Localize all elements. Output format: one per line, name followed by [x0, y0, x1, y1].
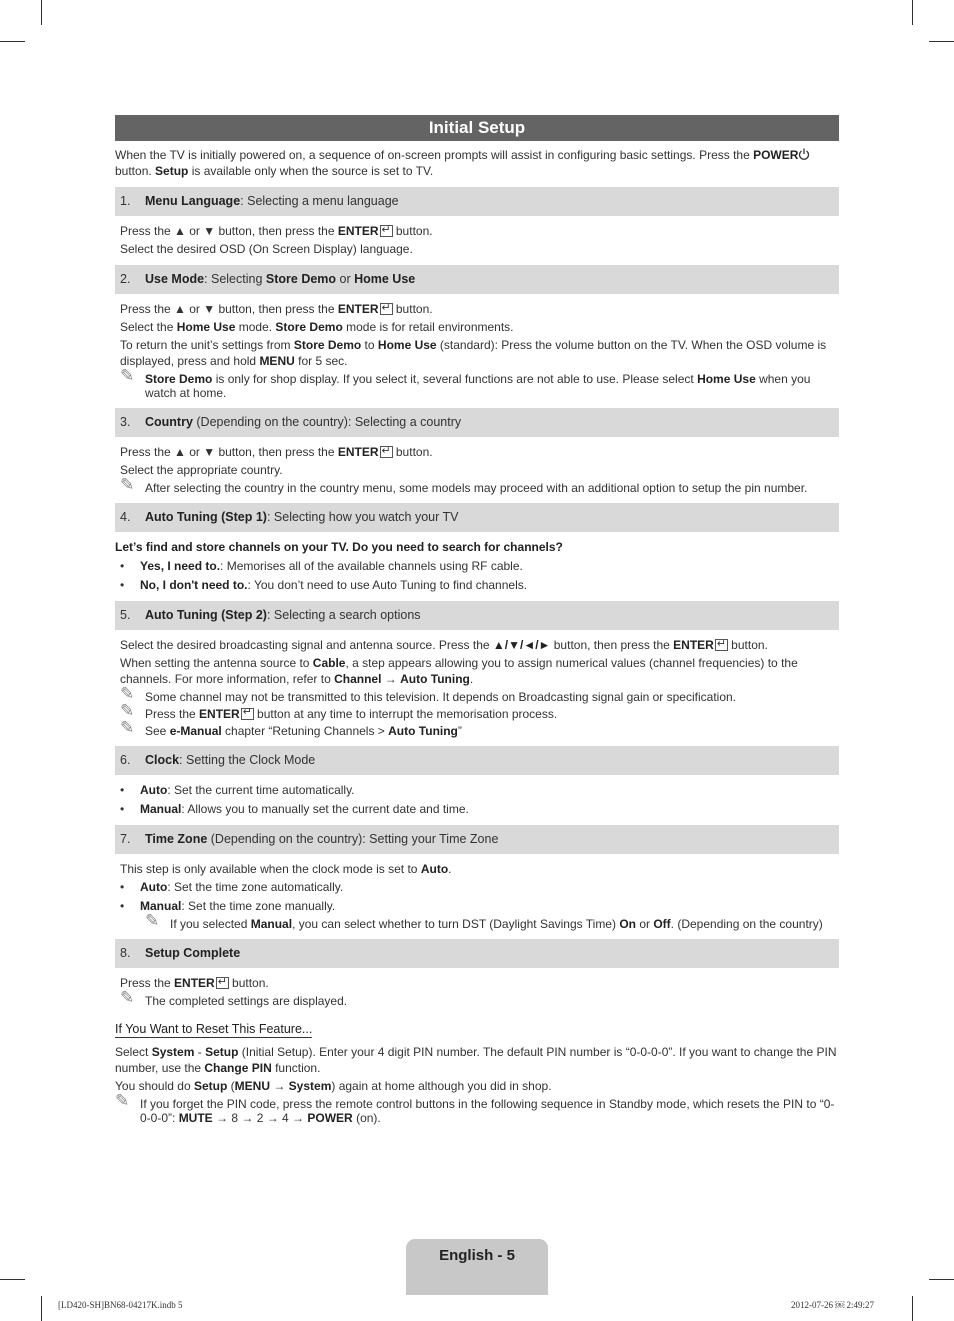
list-item: • Manual: Set the time zone manually.	[120, 899, 336, 913]
step-use-mode-body: Press the ▲ or ▼ button, then press the ENTER↵ button. Select the Home Use mode. Store Demo mode is for retail environments. To return the unit’s settings from Store Demo to Home Use (standard): Press the volume button on the TV. When the OSD volume is displayed, press and hold MENU for 5 sec. ✎ Store Demo is only for shop display. If you select it, several functions are not able to use. Please select Home Use when you watch at home.	[115, 301, 839, 400]
step-country-header: 3. Country (Depending on the country): Selecting a country	[115, 408, 839, 437]
note: ✎ If you forget the PIN code, press the remote control buttons in the following sequence in Standby mode, which resets the PIN to “0-0-0-0”: MUTE → 8 → 2 → 4 → POWER (on).	[115, 1091, 835, 1125]
note: ✎ Press the ENTER↵ button at any time to interrupt the memorisation process.	[120, 707, 839, 721]
note: ✎ Some channel may not be transmitted to this television. It depends on Broadcasting signal gain or specification.	[120, 684, 737, 704]
step-auto-tuning-2-header: 5. Auto Tuning (Step 2): Selecting a search options	[115, 601, 839, 630]
crop-mark	[0, 1279, 25, 1280]
step-use-mode-header: 2. Use Mode: Selecting Store Demo or Home Use	[115, 265, 839, 294]
page-content	[115, 115, 839, 1127]
step-setup-complete-header: 8. Setup Complete	[115, 939, 839, 968]
pencil-note-icon: ✎	[120, 475, 135, 494]
list-item: • Auto: Set the time zone automatically.	[120, 880, 344, 894]
enter-icon	[380, 446, 393, 458]
pencil-note-icon: ✎	[120, 366, 135, 385]
crop-mark	[41, 0, 42, 25]
pencil-note-icon: ✎	[120, 718, 135, 737]
print-slug-left: [LD420-SH]BN68-04217K.indb 5	[58, 1300, 183, 1310]
note: ✎ The completed settings are displayed.	[120, 988, 348, 1008]
reset-body: Select System - Setup (Initial Setup). Enter your 4 digit PIN number. The default PIN number is “0-0-0-0”. If you want to change the PIN number, use the Change PIN function. You should do Setup (MENU → System) again at home although you did in shop. ✎ If you forget the PIN code, press the remote control buttons in the following sequence in Standby mode, which resets the PIN to “0-0-0-0”: MUTE → 8 → 2 → 4 → POWER (on).	[115, 1044, 839, 1125]
list-item: • Auto: Set the current time automatically.	[120, 783, 355, 797]
step-setup-complete-body: Press the ENTER↵ button. ✎ The completed settings are displayed.	[115, 975, 839, 1008]
step-auto-tuning-1-header: 4. Auto Tuning (Step 1): Selecting how you watch your TV	[115, 503, 839, 532]
step-time-zone-header: 7. Time Zone (Depending on the country): Setting your Time Zone	[115, 825, 839, 854]
step-menu-language-header: 1. Menu Language: Selecting a menu language	[115, 187, 839, 216]
step-clock-header: 6. Clock: Setting the Clock Mode	[115, 746, 839, 775]
crop-mark	[912, 1296, 913, 1321]
pencil-note-icon: ✎	[115, 1091, 130, 1110]
list-item: • Yes, I need to.: Memorises all of the available channels using RF cable.	[120, 559, 523, 573]
page-number: English - 5	[439, 1247, 515, 1264]
step-country-body: Press the ▲ or ▼ button, then press the ENTER↵ button. Select the appropriate country. ✎ After selecting the country in the country menu, some models may proceed with an additional option to setup the pin number.	[115, 444, 839, 495]
step-menu-language-body: Press the ▲ or ▼ button, then press the ENTER↵ button. Select the desired OSD (On Screen Display) language.	[115, 223, 839, 257]
pencil-note-icon: ✎	[120, 701, 135, 720]
enter-icon	[715, 639, 728, 651]
crop-mark	[41, 1296, 42, 1321]
intro-paragraph: When the TV is initially powered on, a sequence of on-screen prompts will assist in configuring basic settings. Press the POWER button. Setup is available only when the source is set to TV.	[115, 147, 839, 179]
note: ✎ Store Demo is only for shop display. If you select it, several functions are not able to use. Please select Home Use when you watch at home.	[120, 366, 811, 400]
step-clock-body	[115, 782, 839, 817]
note: ✎ If you selected Manual, you can select whether to turn DST (Daylight Savings Time) On or Off. (Depending on the country)	[145, 911, 823, 931]
crop-mark	[929, 41, 954, 42]
pencil-note-icon: ✎	[145, 911, 160, 930]
enter-icon	[380, 225, 393, 237]
print-slug-right: 2012-07-26 ￼ 2:49:27	[791, 1300, 874, 1310]
reset-heading: If You Want to Reset This Feature...	[115, 1022, 313, 1036]
enter-icon	[241, 708, 254, 720]
enter-icon	[216, 977, 229, 989]
enter-icon	[380, 303, 393, 315]
list-item: • Manual: Allows you to manually set the current date and time.	[120, 802, 469, 816]
crop-mark	[0, 41, 25, 42]
page-title: Initial Setup	[115, 115, 839, 141]
pencil-note-icon: ✎	[120, 988, 135, 1007]
crop-mark	[929, 1279, 954, 1280]
list-item: • No, I don't need to.: You don’t need to use Auto Tuning to find channels.	[120, 578, 528, 592]
note: ✎ See e-Manual chapter “Retuning Channels > Auto Tuning”	[120, 718, 462, 738]
crop-mark	[912, 0, 913, 25]
pencil-note-icon: ✎	[120, 684, 135, 703]
step-auto-tuning-2-body: Select the desired broadcasting signal and antenna source. Press the ▲/▼/◄/► button, then press the ENTER↵ button. When setting the antenna source to Cable, a step appears allowing you to assign numerical values (channel frequencies) to the channels. For more information, refer to Channel → Auto Tuning. ✎ Some channel may not be transmitted to this television. It depends on Broadcasting signal gain or specification. ✎ Press the ENTER↵ button at any time to interrupt the memorisation process. ✎ See e-Manual chapter “Retuning Channels > Auto Tuning”	[115, 637, 839, 738]
step-time-zone-body: This step is only available when the clock mode is set to Auto. • Auto: Set the time zone automatically. • Manual: Set the time zone manually. ✎ If you selected Manual, you can select whether to turn DST (Daylight Savings Time) On or Off. (Depending on the country)	[115, 861, 839, 931]
step-auto-tuning-1-body: Let’s find and store channels on your TV. Do you need to search for channels? • Yes, I need to.: Memorises all of the available channels using RF cable. • No, I don't need to.: You don’t need to use Auto Tuning to find channels.	[115, 539, 839, 593]
power-icon	[798, 148, 810, 160]
page-number-tab	[406, 1239, 548, 1295]
note: ✎ After selecting the country in the country menu, some models may proceed with an additional option to setup the pin number.	[120, 475, 808, 495]
